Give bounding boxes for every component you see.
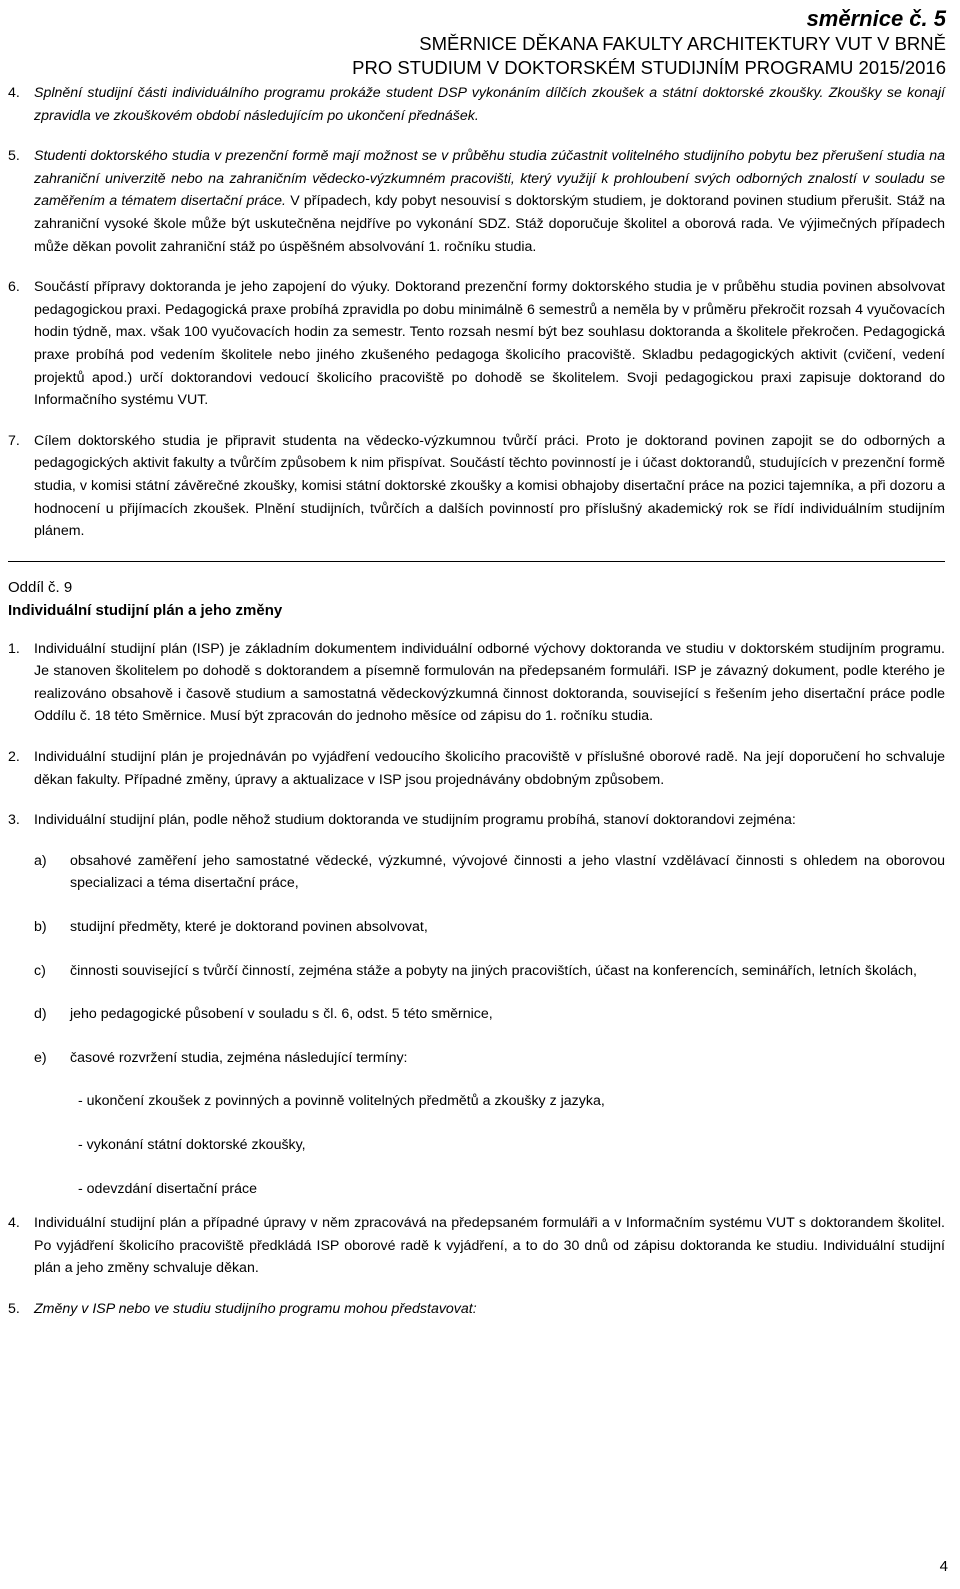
item-number: 2. (8, 749, 20, 766)
sub-item-letter: b) (34, 919, 47, 936)
paragraph-item (8, 1298, 945, 1321)
item-text: Individuální studijní plán je projednáván po vyjádření vedoucího školicího pracoviště v příslušné oborové radě. Na její doporučení ho schvaluje děkan fakulty. Případné změny, úpravy a aktualizace v ISP jsou projednávány obdobným způsobem. (34, 749, 945, 788)
paragraph-item (8, 746, 945, 791)
item-number: 7. (8, 432, 20, 449)
item-text: Individuální studijní plán, podle něhož studium doktoranda ve studijním programu probíhá, stanoví doktorandovi zejména: (34, 812, 796, 829)
item-text: Cílem doktorského studia je připravit studenta na vědecko-výzkumnou tvůrčí práci. Proto je doktorand povinen zapojit se do odborných a pedagogických aktivit fakulty a tvůrčím způsobem k nim přispívat. Součástí těchto povinností je i účast doktorandů, studujících v prezenční formě studia, v komisi státní závěrečné zkoušky, komisi státní doktorské zkoušky a komisi obhajoby disertační práce na pozici tajemníka, a při dozoru a hodnocení u přijímacích zkoušek. Plnění studijních, tvůrčích a dalších povinností pro příslušný akademický rok se řídí individuálním studijním plánem. (34, 432, 945, 540)
section-title: Individuální studijní plán a jeho změny (8, 601, 283, 619)
paragraph-item (8, 145, 945, 258)
item-text: Splnění studijní části individuálního programu prokáže student DSP vykonáním dílčích zkoušek a státní doktorské zkoušky. Zkoušky se konají zpravidla ve zkouškovém období následujícím po ukončení přednášek. (34, 85, 945, 124)
paragraph-item (8, 82, 945, 127)
paragraph-item (8, 430, 945, 543)
section-divider (8, 561, 945, 562)
section-label: Oddíl č. 9 (8, 578, 73, 596)
sub-item-text: jeho pedagogické působení v souladu s čl. 6, odst. 5 této směrnice, (70, 1006, 493, 1023)
sub-item-letter: c) (34, 962, 46, 979)
paragraph-item (8, 276, 945, 412)
document-header (352, 6, 946, 80)
paragraph-item (8, 1212, 945, 1280)
item-number: 5. (8, 148, 20, 165)
sub-item-text: časové rozvržení studia, zejména následující termíny: (70, 1049, 408, 1066)
item-text: Součástí přípravy doktoranda je jeho zapojení do výuky. Doktorand prezenční formy doktorského studia je v průběhu studia povinen absolvovat pedagogickou praxi. Pedagogická praxe probíhá zpravidla po dobu minimálně 6 semestrů a neměla by v průměru překročit rozsah 4 vyučovacích hodin týdně, max. však 100 vyučovacích hodin za semestr. Tento rozsah nesmí být bez souhlasu doktoranda a školitele překročen. Pedagogická praxe probíhá pod vedením školitele nebo jiného zkušeného pedagoga školicího pracoviště. Skladbu pedagogických aktivit (cvičení, vedení projektů apod.) určí doktorandovi vedoucí školicího pracoviště po dohodě se školitelem. Svoji pedagogickou praxi zapisuje doktorand do Informačního systému VUT. (34, 279, 945, 409)
item-number: 6. (8, 279, 20, 296)
item-text: Individuální studijní plán a případné úpravy v něm zpracovává na předepsaném formuláři a v Informačním systému VUT s doktorandem školitel. Po vyjádření školicího pracoviště předkládá ISP oborové radě k vyjádření, a to do 30 dnů od zápisu doktoranda ke studiu. Individuální studijní plán a jeho změny schvaluje děkan. (34, 1215, 945, 1277)
document-body (8, 82, 945, 1339)
dash-item: - odevzdání disertační práce (78, 1180, 258, 1197)
paragraph-item (8, 638, 945, 728)
header-subtitle: PRO STUDIUM V DOKTORSKÉM STUDIJNÍM PROGRAMU 2015/2016 (352, 57, 946, 78)
header-directive-number: směrnice č. 5 (806, 6, 946, 31)
sub-item (8, 850, 945, 895)
sub-item-text: studijní předměty, které je doktorand povinen absolvovat, (70, 919, 428, 936)
paragraph-item (8, 809, 945, 832)
sub-item (8, 960, 945, 983)
item-text: V případech, kdy pobyt nesouvisí s doktorským studiem, je doktorand povinen studium přerušit. Stáž na zahraniční vysoké škole může být uskutečněna nejdříve po vykonání SDZ. Stáž doporučuje školitel a oborová rada. Ve výjimečných případech může děkan povolit zahraniční stáž po úspěšném absolvování 1. ročníku studia. (34, 193, 945, 255)
item-number: 4. (8, 1215, 20, 1232)
sub-item-text: činnosti související s tvůrčí činností, zejména stáže a pobyty na jiných pracovištích, účast na konferencích, seminářích, letních školách, (70, 962, 917, 979)
item-text: Změny v ISP nebo ve studiu studijního programu mohou představovat: (34, 1300, 477, 1317)
page-number: 4 (939, 1558, 948, 1575)
sub-item-letter: e) (34, 1049, 47, 1066)
sub-item (8, 1047, 945, 1070)
sub-item (8, 916, 945, 939)
item-number: 5. (8, 1300, 20, 1317)
sub-item (8, 1003, 945, 1026)
item-number: 1. (8, 640, 20, 657)
dash-item: - vykonání státní doktorské zkoušky, (78, 1137, 306, 1153)
dash-item: - ukončení zkoušek z povinných a povinně volitelných předmětů a zkoušky z jazyka, (78, 1093, 605, 1110)
item-number: 4. (8, 85, 20, 101)
sub-item-letter: a) (34, 852, 47, 869)
item-number: 3. (8, 812, 20, 829)
item-text-italic: Studenti doktorského studia v prezenční formě mají možnost se v průběhu studia zúčastnit volitelného studijního pobytu bez přerušení studia na zahraniční univerzitě nebo na zahraničním vědecko-výzkumném pracovišti, který využijí k prohloubení svých odborných znalostí v souladu se zaměřením a tématem disertační práce. (34, 148, 945, 210)
sub-item-letter: d) (34, 1006, 47, 1023)
sub-item-text: obsahové zaměření jeho samostatné vědecké, výzkumné, vývojové činnosti a jeho vlastní vzdělávací činnosti s ohledem na oborovou specializaci a téma disertační práce, (70, 852, 945, 892)
item-text: Individuální studijní plán (ISP) je základním dokumentem individuální odborné výchovy doktoranda ve studiu v doktorském studijním programu. Je stanoven školitelem po dohodě s doktorandem a písemně formulován na předepsaném formuláři. ISP je závazný dokument, podle kterého je realizováno obsahově i časově studium a samostatná vědeckovýzkumná činnost doktoranda, související s řešením jeho disertační práce podle Oddílu č. 18 této Směrnice. Musí být zpracován do jednoho měsíce od zápisu do 1. ročníku studia. (34, 640, 945, 725)
header-title: SMĚRNICE DĚKANA FAKULTY ARCHITEKTURY VUT V BRNĚ (419, 33, 946, 54)
